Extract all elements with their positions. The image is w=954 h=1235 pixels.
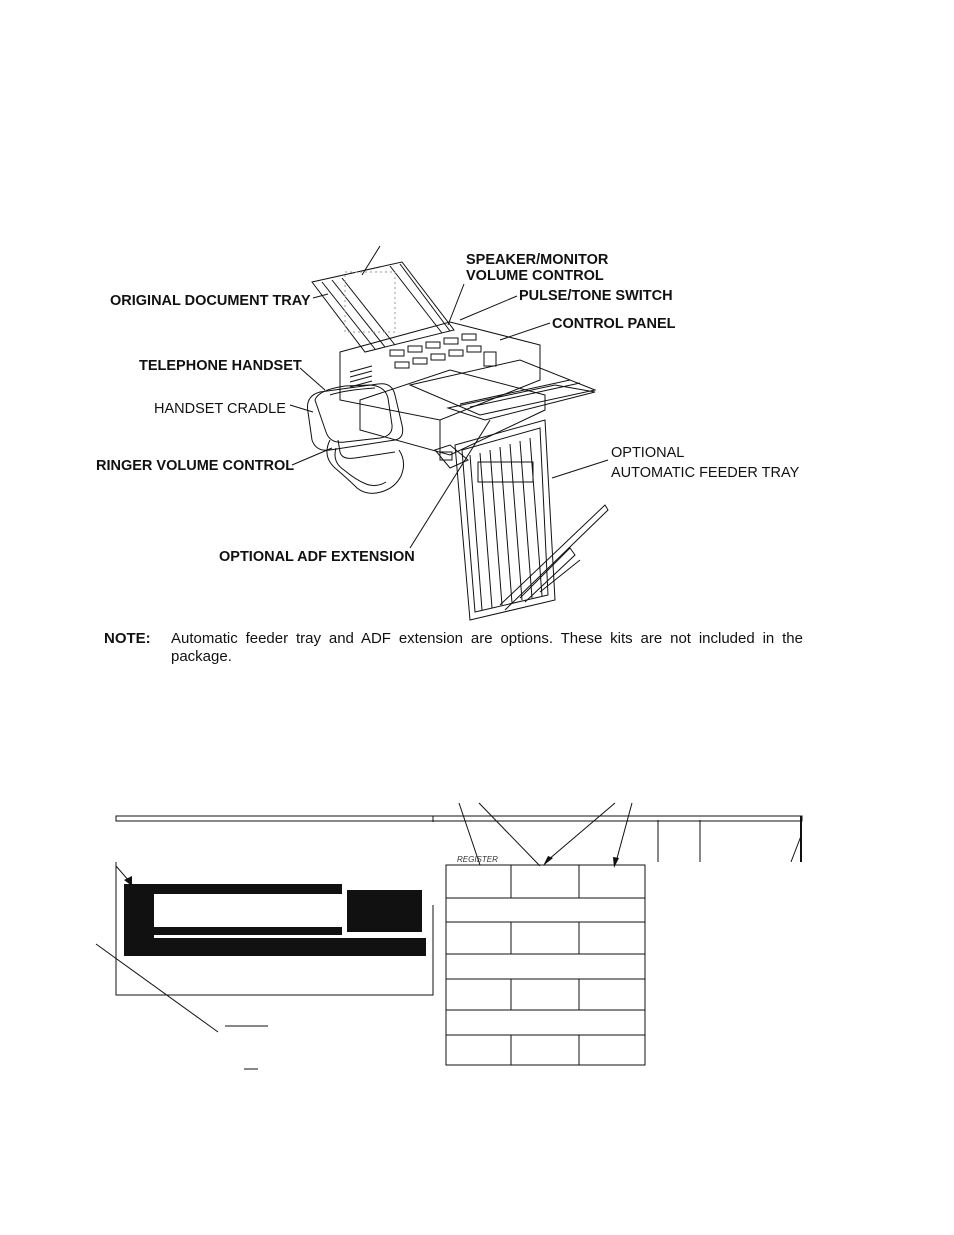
label-telephone-handset: TELEPHONE HANDSET	[139, 358, 302, 374]
label-automatic-feeder-tray: AUTOMATIC FEEDER TRAY	[611, 465, 800, 481]
label-optional-adf-extension: OPTIONAL ADF EXTENSION	[219, 549, 415, 565]
label-ringer-volume-control: RINGER VOLUME CONTROL	[96, 458, 295, 474]
label-optional: OPTIONAL	[611, 445, 685, 461]
coiled-cord-drawing	[327, 440, 404, 493]
label-speaker-monitor: SPEAKER/MONITOR	[466, 252, 609, 268]
panel-schematic	[96, 803, 802, 1069]
note-text: Automatic feeder tray and ADF extension are options. These kits are not included in the package.	[171, 630, 803, 665]
label-volume-control: VOLUME CONTROL	[466, 268, 604, 284]
register-label: REGISTER	[457, 855, 498, 864]
document-tray-drawing	[312, 262, 454, 352]
fax-body-drawing	[340, 322, 595, 455]
label-control-panel: CONTROL PANEL	[552, 316, 676, 332]
label-pulse-tone-switch: PULSE/TONE SWITCH	[519, 288, 673, 304]
label-handset-cradle: HANDSET CRADLE	[154, 401, 286, 417]
handset-drawing	[308, 384, 403, 459]
note-heading: NOTE:	[104, 630, 151, 647]
label-original-document-tray: ORIGINAL DOCUMENT TRAY	[110, 293, 311, 309]
